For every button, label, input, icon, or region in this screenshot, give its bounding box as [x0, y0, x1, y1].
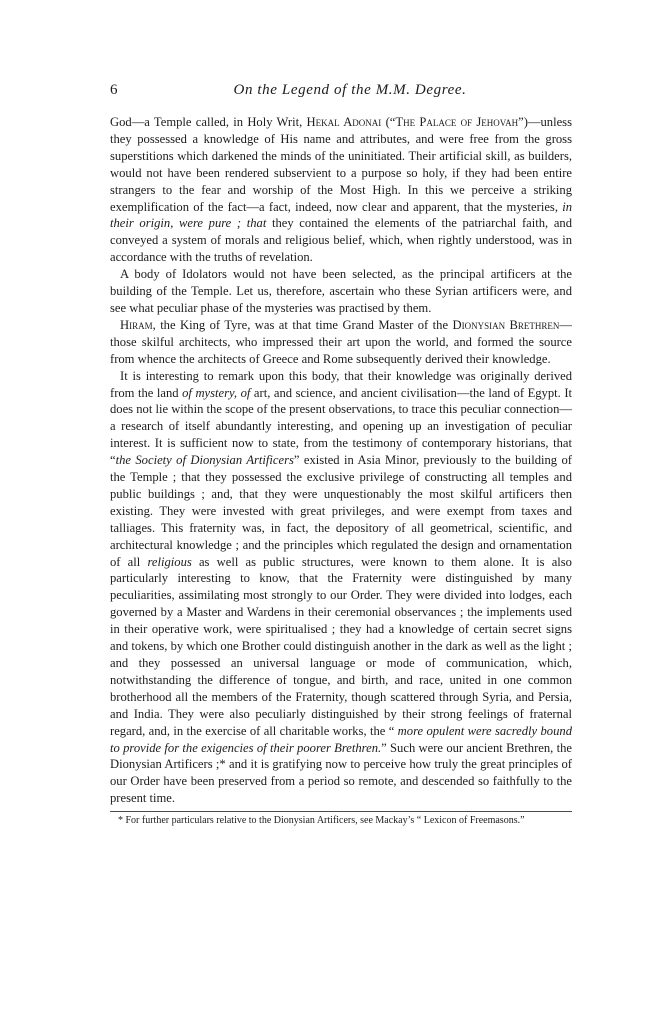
italic-phrase: of mystery, of [182, 385, 251, 400]
small-caps-term: Hiram [120, 317, 153, 332]
text-run: It is interesting to remark upon this body, that their knowledge was originally derived from the land [110, 368, 572, 400]
running-header [110, 82, 572, 106]
italic-phrase: religious [147, 554, 192, 569]
paragraph-2: A body of Idolators would not have been selected, as the principal artificers at the building of the Temple. Let us, therefore, ascertain who these Syrian artificers were, and see what peculiar phase of the mysteries was practised by them. [110, 267, 572, 315]
footnote-divider [110, 811, 572, 812]
italic-phrase: in their origin, were pure ; that [110, 199, 572, 231]
italic-phrase: more opulent were sacredly bound to provide for the exigencies of their poorer Brethren. [110, 723, 572, 755]
paragraph-1 [110, 114, 572, 266]
page-number: 6 [110, 82, 119, 98]
text-run: ” existed in Asia Minor, previously to the building of the Temple ; that they possessed the exclusive privilege of constructing all temples and public buildings ; and, that they were unquestionably the most skilful artificers then existing. They were invested with great privileges, and were exempt from taxes and talliages. This fraternity was, in fact, the depository of all geometrical, scientific, and architectural knowledge ; and the principles which regulated the design and ornamentation of all [110, 453, 572, 569]
text-run: —those skilful architects, who impressed their art upon the world, and formed the source from whence the architects of Greece and Rome subsequently derived their knowledge. [110, 317, 572, 366]
body-text [110, 114, 572, 807]
small-caps-term: Dionysian Brethren [452, 317, 560, 332]
book-page [110, 82, 572, 828]
small-caps-term: Hekal Adonai [306, 115, 382, 129]
text-run: , the King of Tyre, was at that time Grand Master of the [152, 317, 453, 332]
text-run: (“ [381, 115, 396, 129]
paragraph-4 [110, 368, 572, 808]
italic-phrase: the Society of Dionysian Artificers [115, 453, 294, 468]
text-run: God—a Temple called, in Holy Writ, [110, 115, 307, 129]
running-title: On the Legend of the M.M. Degree. [233, 82, 467, 98]
text-run: art, and science, and ancient civilisation—the land of Egypt. It does not lie within the scope of the present observations, to trace this peculiar connection—a research of itself abundantly interesting, and opening up an investigation of peculiar interest. It is sufficient now to state, from the testimony of contemporary historians, that “ [110, 385, 573, 468]
text-run: ” Such were our ancient Brethren, the Dionysian Artificers ;* and it is gratifying now to perceive how truly the great principles of our Order have been preserved from a period so remote, and descended so faithfully to the present time. [110, 740, 572, 806]
text-run: they contained the elements of the patriarchal faith, and conveyed a system of morals and religious belief, which, when rightly understood, was in accordance with the truths of revelation. [110, 216, 572, 265]
footnote: * For further particulars relative to the Dionysian Artificers, see Mackay’s “ Lexicon of Freemasons.” [118, 815, 525, 827]
small-caps-term: The Palace of Jehovah [395, 115, 519, 129]
paragraph-3 [110, 317, 572, 368]
text-run: ”)—unless they possessed a knowledge of His name and attributes, and were free from the gross superstitions which darkened the minds of the uninitiated. Their artificial skill, as builders, would not have been rendered subservient to a purpose so holy, if they had been entire strangers to the fear and worship of the Most High. In this we perceive a striking exemplification of the fact—a fact, indeed, now clear and apparent, that the mysteries, [110, 115, 572, 214]
text-run: as well as public structures, were known to them alone. It is also particularly interesting to know, that the Fraternity were distinguished by many peculiarities, assimilating most strongly to our Order. They were divided into lodges, each governed by a Master and Wardens in their ceremonial observances ; the implements used in their operative work, were spiritualised ; they had a knowledge of certain secret signs and tokens, by which one Brother could distinguish another in the dark as well as the light ; and they possessed an universal language or mode of communication, which, notwithstanding the difference of tongue, and birth, and race, united in one common brotherhood all the members of the Fraternity, though scattered through Syria, and Persia, and India. They were also peculiarly distinguished by their strong feelings of fraternal regard, and, in the exercise of all charitable works, the “ [110, 554, 572, 738]
